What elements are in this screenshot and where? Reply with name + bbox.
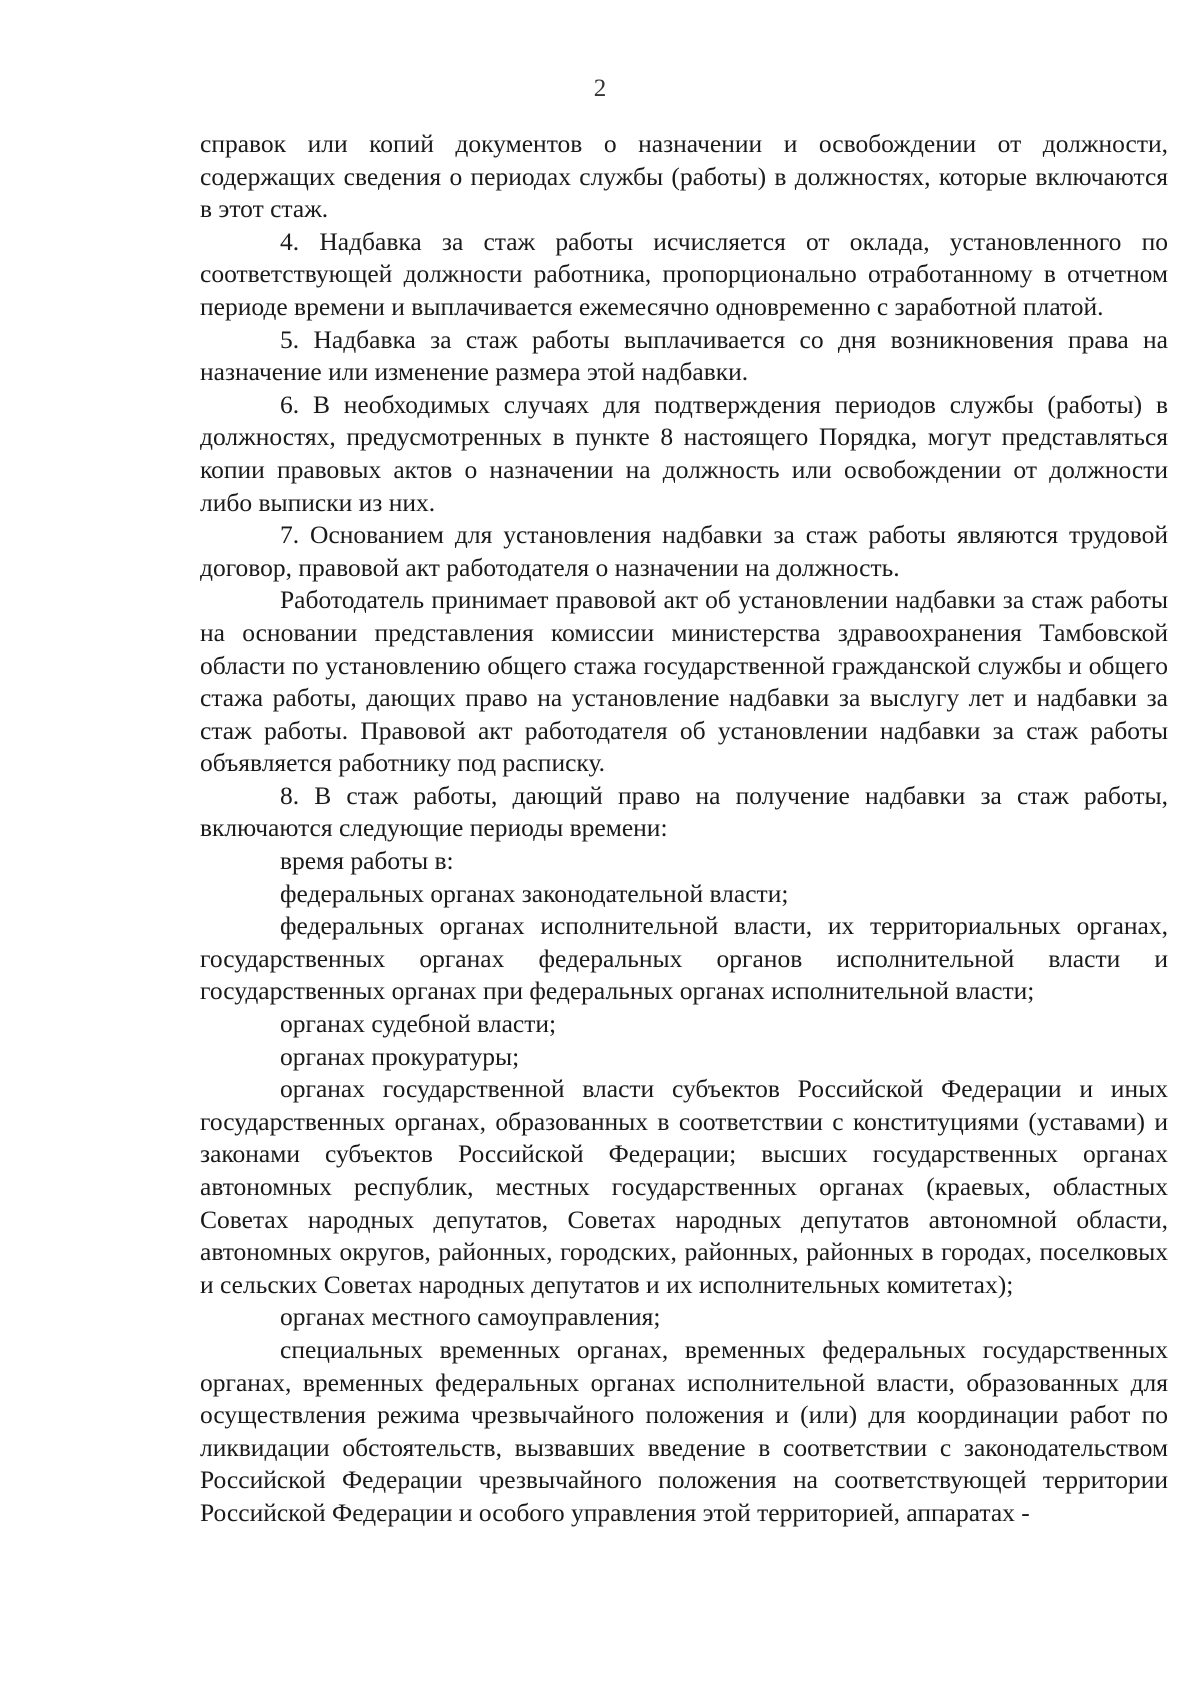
- list-item: федеральных органах исполнительной власти, их территориальных органах, государственных органах федеральных органов исполнительной власти и государственных органах при федеральных органах исполнительной власти;: [200, 911, 1168, 1006]
- list-item: специальных временных органах, временных федеральных государственных органах, временных федеральных органах исполнительной власти, образованных для осуществления режима чрезвычайного положения и (или) для координации работ по ликвидации обстоятельств, вызвавших введение в соответствии с законодательством Российской Федерации чрезвычайного положения на соответствующей территории Российской Федерации и особого управления этой территорией, аппаратах -: [200, 1334, 1168, 1527]
- list-item: федеральных органах законодательной власти;: [280, 878, 789, 908]
- paragraph-item-5: 5. Надбавка за стаж работы выплачивается со дня возникновения права на назначение или изменение размера этой надбавки.: [200, 324, 1168, 387]
- document-body: [200, 128, 1168, 1530]
- paragraph-continuation: справок или копий документов о назначении и освобождении от должности, содержащих сведения о периодах службы (работы) в должностях, которые включаются в этот стаж.: [200, 129, 1168, 224]
- list-intro: время работы в:: [280, 846, 454, 876]
- page-number: 2: [593, 75, 607, 102]
- paragraph-item-4: 4. Надбавка за стаж работы исчисляется от оклада, установленного по соответствующей должности работника, пропорционально отработанному в отчетном периоде времени и выплачивается ежемесячно одновременно с заработной платой.: [200, 226, 1168, 321]
- list-item: органах прокуратуры;: [280, 1041, 520, 1071]
- list-item: органах местного самоуправления;: [280, 1302, 661, 1332]
- paragraph-item-8: 8. В стаж работы, дающий право на получение надбавки за стаж работы, включаются следующие периоды времени:: [200, 780, 1168, 843]
- list-item: органах судебной власти;: [280, 1009, 557, 1039]
- list-item: органах государственной власти субъектов Российской Федерации и иных государственных органах, образованных в соответствии с конституциями (уставами) и законами субъектов Российской Федерации; высших государственных органах автономных республик, местных государственных органах (краевых, областных Советах народных депутатов, Советах народных депутатов автономной области, автономных округов, районных, городских, районных, районных в городах, поселковых и сельских Советах народных депутатов и их исполнительных комитетах);: [200, 1074, 1168, 1299]
- paragraph-item-7: 7. Основанием для установления надбавки за стаж работы являются трудовой договор, правовой акт работодателя о назначении на должность.: [200, 520, 1168, 582]
- paragraph-item-6: 6. В необходимых случаях для подтверждения периодов службы (работы) в должностях, предусмотренных в пункте 8 настоящего Порядка, могут представляться копии правовых актов о назначении на должность или освобождении от должности либо выписки из них.: [200, 389, 1168, 517]
- paragraph-employer-act: Работодатель принимает правовой акт об установлении надбавки за стаж работы на основании представления комиссии министерства здравоохранения Тамбовской области по установлению общего стажа государственной гражданской службы и общего стажа работы, дающих право на установление надбавки за выслугу лет и надбавки за стаж работы. Правовой акт работодателя об установлении надбавки за стаж работы объявляется работнику под расписку.: [200, 585, 1168, 778]
